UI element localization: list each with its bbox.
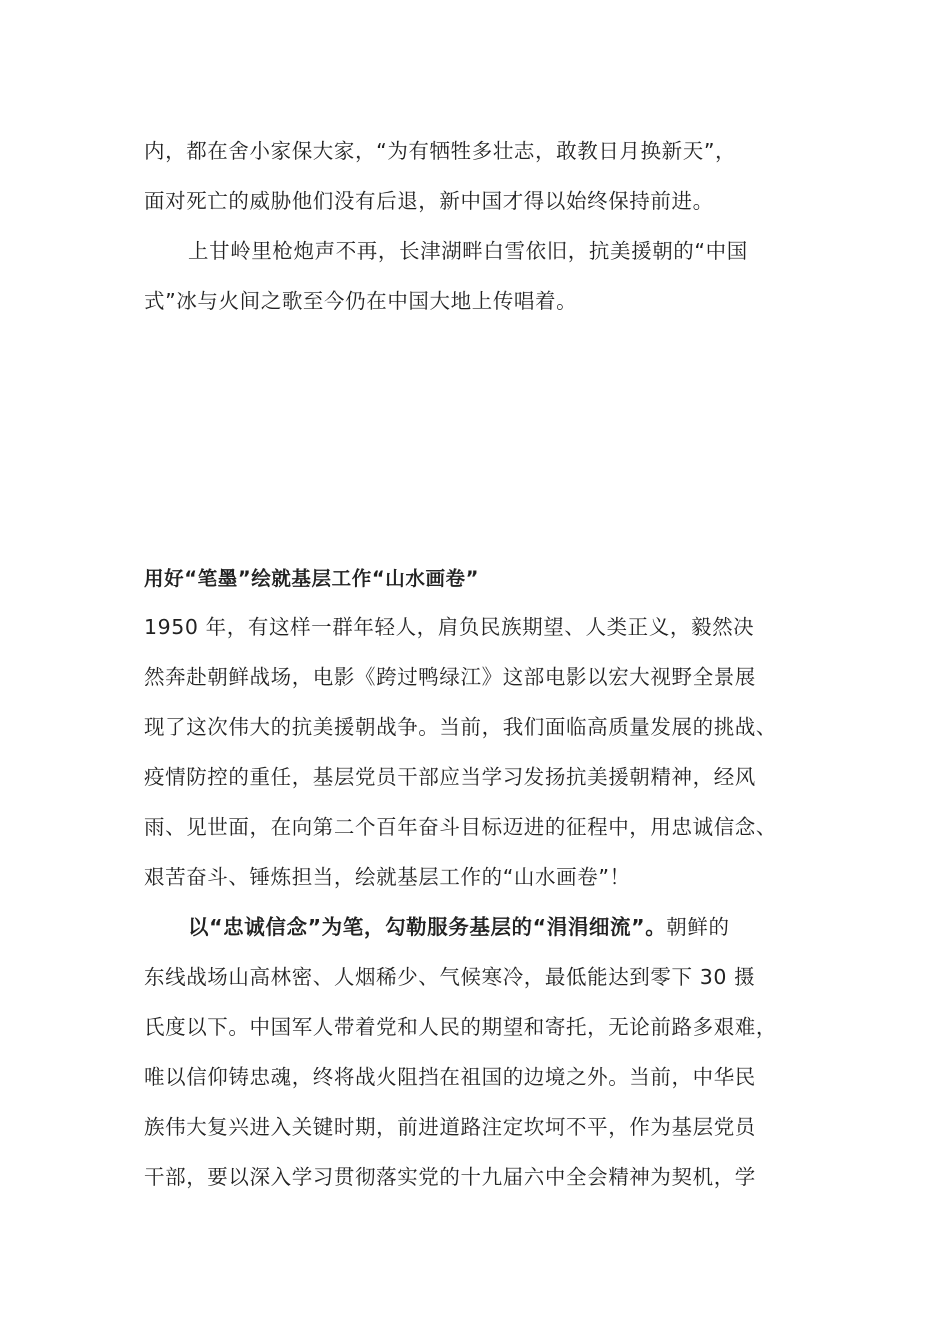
paragraph-line: 氏度以下。中国军人带着党和人民的期望和寄托，无论前路多艰难， [144, 1015, 777, 1039]
paragraph-line: 疫情防控的重任，基层党员干部应当学习发扬抗美援朝精神，经风 [144, 765, 756, 789]
paragraph-line: 雨、见世面，在向第二个百年奋斗目标迈进的征程中，用忠诚信念、 [144, 815, 777, 839]
paragraph-line: 艰苦奋斗、锤炼担当，绘就基层工作的“山水画卷”！ [144, 865, 631, 889]
paragraph-line: 现了这次伟大的抗美援朝战争。当前，我们面临高质量发展的挑战、 [144, 715, 777, 739]
paragraph-first-line [188, 912, 730, 942]
paragraph-line: 式”冰与火间之歌至今仍在中国大地上传唱着。 [144, 289, 578, 313]
paragraph-line: 干部，要以深入学习贯彻落实党的十九届六中全会精神为契机，学 [144, 1165, 756, 1189]
paragraph-line: 面对死亡的威胁他们没有后退，新中国才得以始终保持前进。 [144, 189, 714, 213]
paragraph-line: 1950 年，有这样一群年轻人，肩负民族期望、人类正义，毅然决 [144, 615, 755, 639]
section-title: 用好“笔墨”绘就基层工作“山水画卷” [144, 567, 480, 590]
paragraph-heading: 以“忠诚信念”为笔，勾勒服务基层的“涓涓细流”。 [188, 915, 667, 939]
paragraph-line: 唯以信仰铸忠魂，终将战火阻挡在祖国的边境之外。当前，中华民 [144, 1065, 756, 1089]
paragraph-line: 东线战场山高林密、人烟稀少、气候寒冷，最低能达到零下 30 摄 [144, 965, 756, 989]
paragraph-line: 然奔赴朝鲜战场，电影《跨过鸭绿江》这部电影以宏大视野全景展 [144, 665, 756, 689]
paragraph-line: 内，都在舍小家保大家，“为有牺牲多壮志，敢教日月换新天”， [144, 139, 737, 163]
paragraph-text: 朝鲜的 [666, 915, 730, 939]
paragraph-line: 族伟大复兴进入关键时期，前进道路注定坎坷不平，作为基层党员 [144, 1115, 756, 1139]
paragraph-line: 上甘岭里枪炮声不再，长津湖畔白雪依旧，抗美援朝的“中国 [188, 239, 748, 263]
